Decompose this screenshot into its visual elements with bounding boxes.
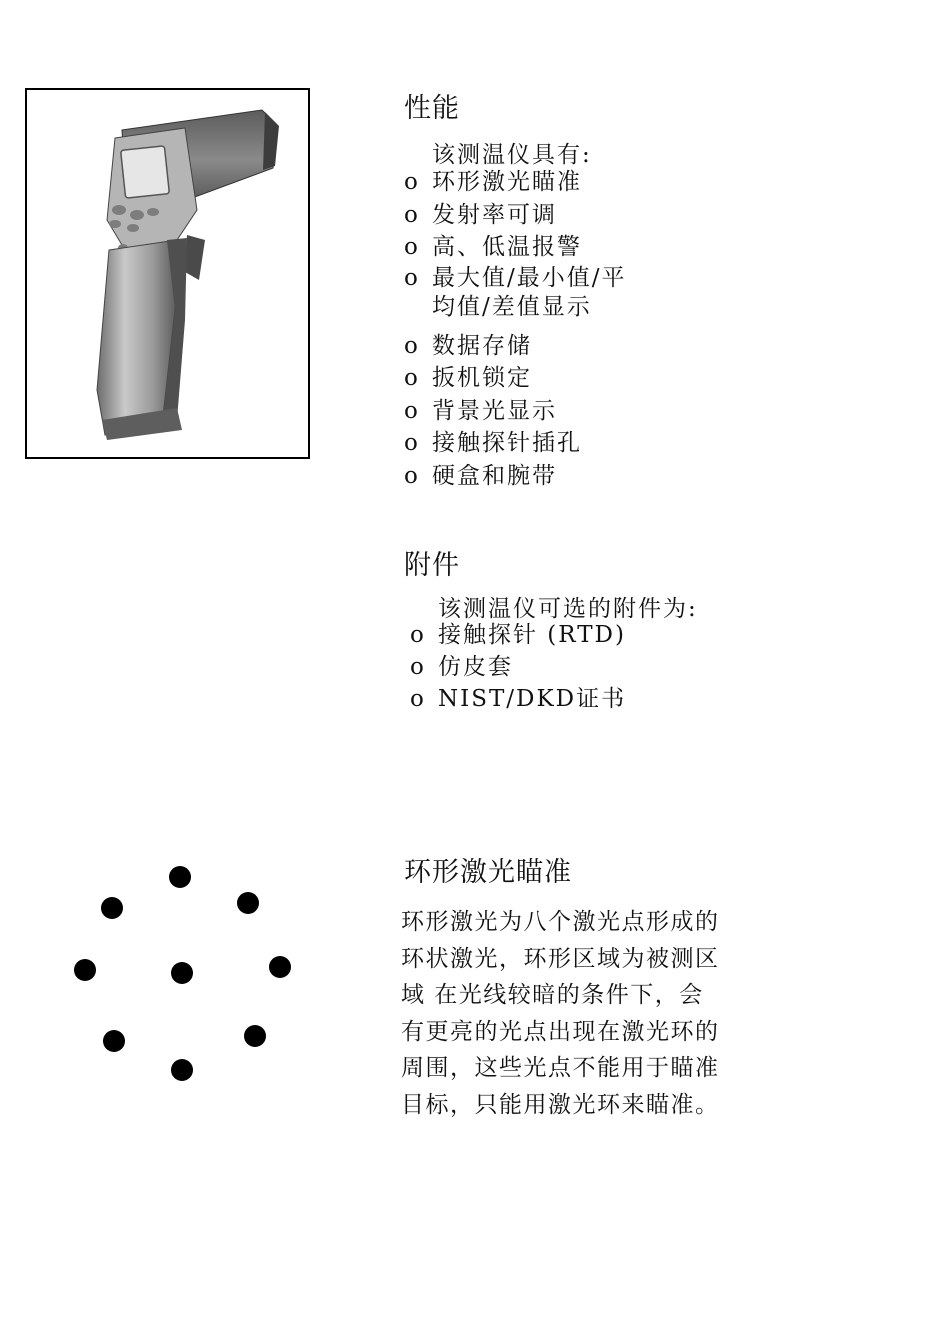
laser-dot xyxy=(103,1030,125,1052)
accessories-list xyxy=(410,619,626,715)
list-item xyxy=(404,330,627,363)
list-item xyxy=(410,651,626,683)
features-heading: 性能 xyxy=(404,93,460,124)
list-item-text: 背景光显示 xyxy=(432,397,557,424)
bullet-marker: o xyxy=(410,654,426,680)
bullet-marker: o xyxy=(404,264,420,291)
bullet-marker: o xyxy=(410,622,426,648)
list-item-text: 环形激光瞄准 xyxy=(432,169,582,195)
list-item xyxy=(404,264,627,330)
list-item xyxy=(404,166,627,199)
laser-dot xyxy=(171,1059,193,1081)
laser-dot xyxy=(269,956,291,978)
features-list xyxy=(404,166,627,492)
list-item xyxy=(404,427,627,460)
list-item-text: 发射率可调 xyxy=(432,201,557,228)
laser-heading: 环形激光瞄准 xyxy=(404,857,572,888)
laser-ring-diagram xyxy=(60,850,320,1090)
list-item-text: 硬盒和腕带 xyxy=(432,462,557,489)
list-item-text: 扳机锁定 xyxy=(432,365,532,391)
laser-dot xyxy=(169,866,191,888)
list-item-text: 最大值/最小值/平 均值/差值显示 xyxy=(432,264,627,320)
bullet-marker: o xyxy=(404,430,420,456)
bullet-marker: o xyxy=(404,462,420,489)
list-item-text: 接触探针插孔 xyxy=(432,430,582,456)
accessories-intro: 该测温仪可选的附件为: xyxy=(438,596,698,622)
features-intro: 该测温仪具有: xyxy=(432,142,592,168)
bullet-marker: o xyxy=(404,169,420,195)
laser-dot xyxy=(101,897,123,919)
list-item xyxy=(410,619,626,651)
laser-dot-center xyxy=(171,962,193,984)
list-item xyxy=(404,460,627,493)
bullet-marker: o xyxy=(410,686,426,712)
bullet-marker: o xyxy=(404,397,420,424)
list-item-text: 高、低温报警 xyxy=(432,234,582,260)
list-item-text: 接触探针 (RTD) xyxy=(438,622,626,648)
laser-dot xyxy=(237,892,259,914)
list-item xyxy=(410,683,626,715)
laser-paragraph: 环形激光为八个激光点形成的 环状激光，环形区域为被测区 域 在光线较暗的条件下，会 有更亮的光点出现在激光环的 周围，这些光点不能用于瞄准 目标，只能用激光环来瞄准。 xyxy=(401,909,720,1118)
list-item xyxy=(404,395,627,428)
laser-dot xyxy=(74,959,96,981)
list-item xyxy=(404,231,627,264)
product-photo-frame xyxy=(25,88,310,459)
laser-dot xyxy=(244,1025,266,1047)
bullet-marker: o xyxy=(404,234,420,260)
accessories-heading: 附件 xyxy=(404,550,460,581)
bullet-marker: o xyxy=(404,332,420,359)
list-item-text: 数据存储 xyxy=(432,332,532,359)
bullet-marker: o xyxy=(404,365,420,391)
list-item xyxy=(404,199,627,232)
list-item xyxy=(404,362,627,395)
list-item-text: 仿皮套 xyxy=(438,654,513,680)
list-item-text: NIST/DKD证书 xyxy=(438,686,627,712)
thermometer-illustration xyxy=(27,90,308,457)
bullet-marker: o xyxy=(404,201,420,228)
